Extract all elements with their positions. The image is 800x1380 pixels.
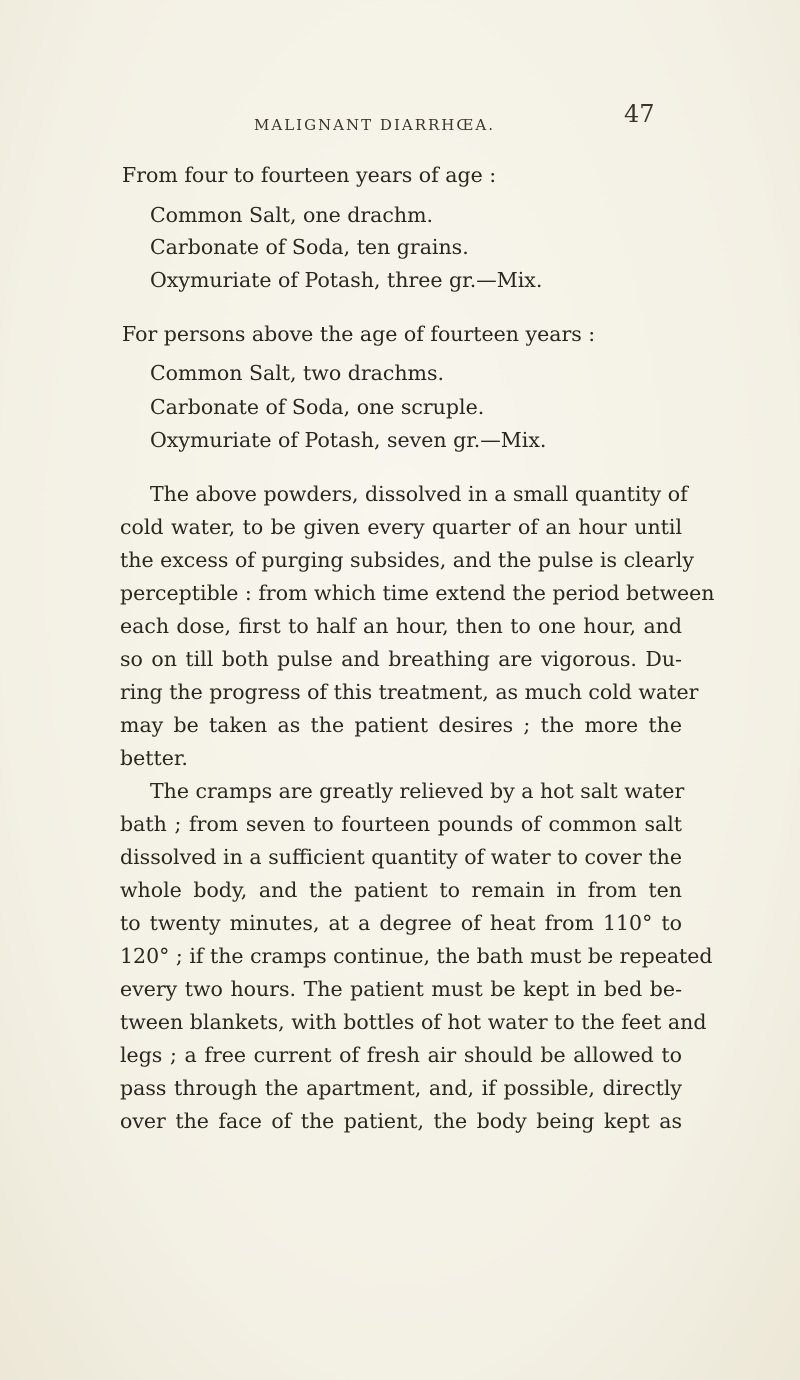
paragraph-line: pass through the apartment, and, if possible, directly — [120, 1076, 682, 1100]
recipe-line: Carbonate of Soda, ten grains. — [150, 235, 469, 259]
paragraph-line: each dose, first to half an hour, then to one hour, and — [120, 614, 682, 638]
paragraph-line: may be taken as the patient desires ; the more the — [120, 713, 682, 737]
paragraph-line: dissolved in a sufficient quantity of water to cover the — [120, 845, 682, 869]
paragraph-line: The cramps are greatly relieved by a hot salt water — [150, 779, 685, 803]
paragraph-line: legs ; a free current of fresh air should be allowed to — [120, 1043, 682, 1067]
section-heading-children: From four to fourteen years of age : — [122, 163, 497, 187]
section-heading-adults: For persons above the age of fourteen years : — [122, 322, 596, 346]
recipe-line: Oxymuriate of Potash, three gr.—Mix. — [150, 268, 543, 292]
paragraph-line: tween blankets, with bottles of hot water to the feet and — [120, 1010, 707, 1034]
paragraph-line: ring the progress of this treatment, as much cold water — [120, 680, 699, 704]
paragraph-line: 120° ; if the cramps continue, the bath must be repeated — [120, 944, 713, 968]
recipe-line: Common Salt, one drachm. — [150, 203, 434, 227]
paragraph-line: bath ; from seven to fourteen pounds of common salt — [120, 812, 682, 836]
paragraph-line: over the face of the patient, the body being kept as — [120, 1109, 682, 1133]
page-number: 47 — [624, 100, 655, 128]
paragraph-line: perceptible : from which time extend the period between — [120, 581, 715, 605]
paragraph-line: better. — [120, 746, 188, 770]
recipe-line: Common Salt, two drachms. — [150, 361, 445, 385]
paragraph-line: so on till both pulse and breathing are vigorous. Du- — [120, 647, 682, 671]
paragraph-line: whole body, and the patient to remain in from ten — [120, 878, 682, 902]
paragraph-line: the excess of purging subsides, and the pulse is clearly — [120, 548, 694, 572]
recipe-line: Carbonate of Soda, one scruple. — [150, 395, 485, 419]
recipe-line: Oxymuriate of Potash, seven gr.—Mix. — [150, 428, 547, 452]
paragraph-line: every two hours. The patient must be kept in bed be- — [120, 977, 682, 1001]
paragraph-line: The above powders, dissolved in a small quantity of — [150, 482, 688, 506]
paragraph-line: to twenty minutes, at a degree of heat from 110° to — [120, 911, 682, 935]
running-title: MALIGNANT DIARRHŒA. — [254, 116, 496, 134]
paragraph-line: cold water, to be given every quarter of an hour until — [120, 515, 682, 539]
